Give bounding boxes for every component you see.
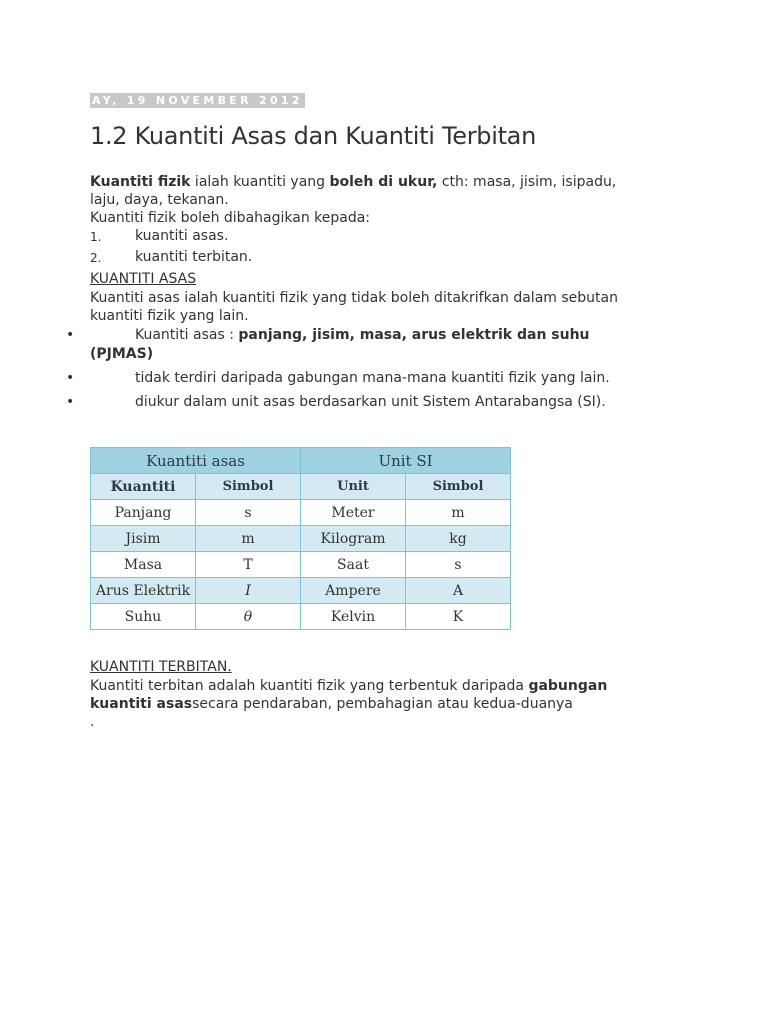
- post-date: AY, 19 NOVEMBER 2012: [92, 94, 303, 107]
- cell-quantity: Arus Elektrik: [91, 578, 196, 604]
- table-row: [91, 604, 511, 630]
- table-row: [91, 500, 511, 526]
- table-group-header-row: [91, 448, 511, 474]
- heading-kuantiti-terbitan: KUANTITI TERBITAN.: [90, 659, 232, 675]
- term-kuantiti-fizik: Kuantiti fizik: [90, 174, 191, 190]
- cell-quantity: Masa: [91, 552, 196, 578]
- asas-bullet-1: [135, 326, 590, 344]
- asas-desc-line-1: Kuantiti asas ialah kuantiti fizik yang tidak boleh ditakrifkan dalam sebutan: [90, 290, 618, 306]
- table-row: [91, 552, 511, 578]
- asas-bullet-1-continuation: (PJMAS): [90, 346, 154, 362]
- cell-symbol: s: [196, 500, 301, 526]
- intro-text-examples: cth: masa, jisim, isipadu,: [437, 174, 617, 190]
- table-row: [91, 526, 511, 552]
- cell-unit: Meter: [301, 500, 406, 526]
- cell-symbol: m: [196, 526, 301, 552]
- list-number-1: 1.: [90, 230, 102, 244]
- bullet-1-bold: panjang, jisim, masa, arus elektrik dan suhu: [238, 327, 590, 343]
- cell-symbol: θ: [196, 604, 301, 630]
- heading-kuantiti-asas: KUANTITI ASAS: [90, 271, 197, 287]
- cell-unit: Ampere: [301, 578, 406, 604]
- terbitan-line-3: .: [90, 714, 95, 730]
- group-header-kuantiti-asas: Kuantiti asas: [91, 448, 301, 474]
- terbitan-text: Kuantiti terbitan adalah kuantiti fizik yang terbentuk daripada: [90, 678, 529, 694]
- cell-unit-symbol: kg: [406, 526, 511, 552]
- asas-desc-line-2: kuantiti fizik yang lain.: [90, 308, 249, 324]
- col-header-kuantiti: Kuantiti: [91, 474, 196, 500]
- post-title: 1.2 Kuantiti Asas dan Kuantiti Terbitan: [90, 122, 536, 150]
- group-header-unit-si: Unit SI: [301, 448, 511, 474]
- cell-unit: Kilogram: [301, 526, 406, 552]
- cell-quantity: Panjang: [91, 500, 196, 526]
- cell-unit-symbol: A: [406, 578, 511, 604]
- intro-line-1: [90, 173, 616, 191]
- terbitan-line-2: [90, 695, 573, 713]
- list-number-2: 2.: [90, 251, 102, 265]
- intro-text: ialah kuantiti yang: [190, 174, 330, 190]
- bullet-icon: •: [66, 394, 75, 410]
- list-item-kuantiti-asas: kuantiti asas.: [135, 228, 229, 244]
- col-header-simbol: Simbol: [196, 474, 301, 500]
- cell-unit: Kelvin: [301, 604, 406, 630]
- cell-unit-symbol: K: [406, 604, 511, 630]
- intro-line-3: Kuantiti fizik boleh dibahagikan kepada:: [90, 210, 371, 226]
- term-kuantiti-asas: kuantiti asas: [90, 696, 193, 712]
- cell-unit: Saat: [301, 552, 406, 578]
- terbitan-text-cont: secara pendaraban, pembahagian atau kedua-duanya: [192, 696, 573, 712]
- term-boleh-di-ukur: boleh di ukur,: [329, 174, 438, 190]
- si-units-table: [90, 447, 511, 630]
- bullet-1-prefix: Kuantiti asas :: [135, 327, 239, 343]
- cell-symbol: T: [196, 552, 301, 578]
- terbitan-line-1: [90, 677, 607, 695]
- list-item-kuantiti-terbitan: kuantiti terbitan.: [135, 249, 253, 265]
- col-header-unit: Unit: [301, 474, 406, 500]
- bullet-icon: •: [66, 327, 75, 343]
- bullet-icon: •: [66, 370, 75, 386]
- cell-unit-symbol: s: [406, 552, 511, 578]
- cell-quantity: Jisim: [91, 526, 196, 552]
- cell-unit-symbol: m: [406, 500, 511, 526]
- cell-symbol: I: [196, 578, 301, 604]
- table-row: [91, 578, 511, 604]
- table-column-header-row: [91, 474, 511, 500]
- cell-quantity: Suhu: [91, 604, 196, 630]
- term-gabungan: gabungan: [528, 678, 608, 694]
- col-header-unit-simbol: Simbol: [406, 474, 511, 500]
- intro-line-2: laju, daya, tekanan.: [90, 192, 229, 208]
- asas-bullet-3: diukur dalam unit asas berdasarkan unit Sistem Antarabangsa (SI).: [135, 394, 606, 410]
- asas-bullet-2: tidak terdiri daripada gabungan mana-mana kuantiti fizik yang lain.: [135, 370, 610, 386]
